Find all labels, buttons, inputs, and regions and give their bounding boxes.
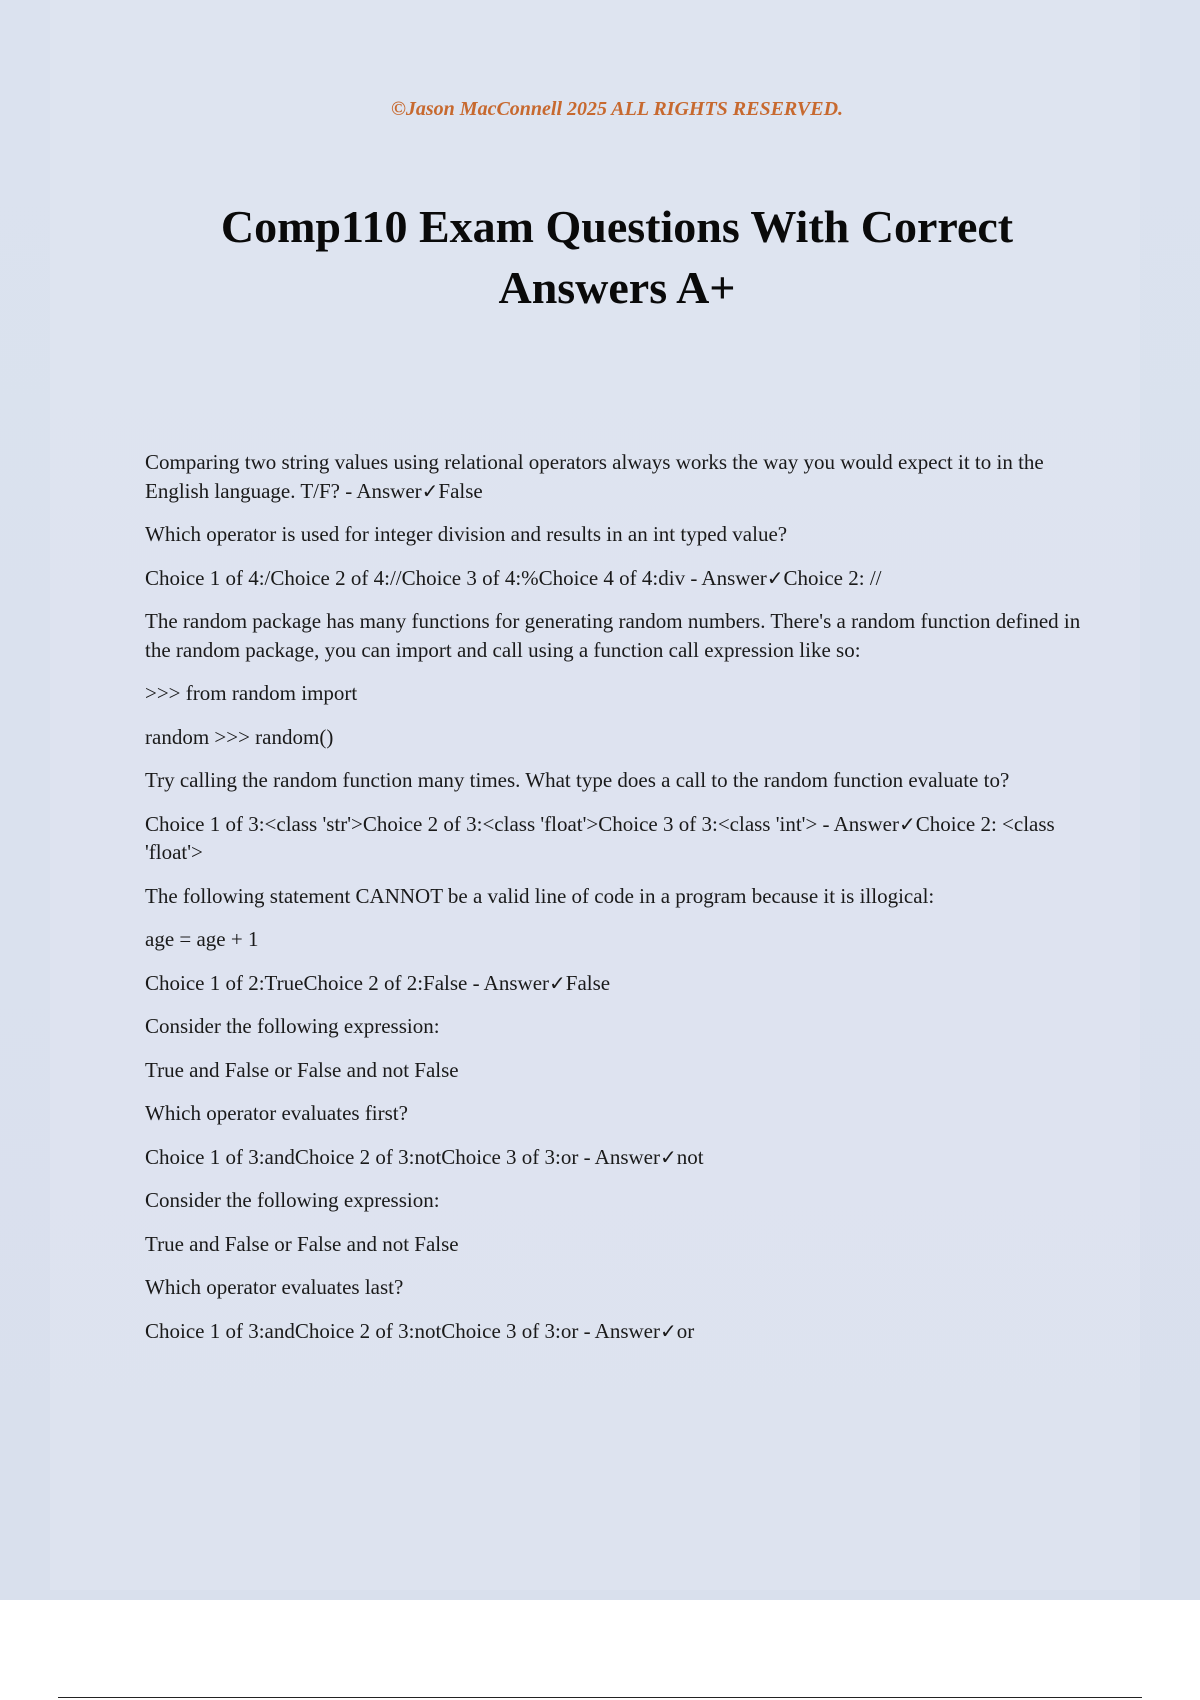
- paragraph: Which operator evaluates first?: [145, 1101, 408, 1125]
- paragraph: Choice 1 of 2:TrueChoice 2 of 2:False - Answer✓False: [145, 970, 611, 995]
- paragraph: True and False or False and not False: [145, 1231, 459, 1256]
- document-title: [100, 196, 1134, 318]
- paragraph: >>> from random import: [145, 681, 358, 705]
- paragraph: age = age + 1: [145, 927, 259, 951]
- checkmark-icon: ✓: [659, 1144, 677, 1169]
- paragraph: Choice 1 of 3:andChoice 2 of 3:notChoice 3 of 3:or - Answer✓not: [145, 1144, 704, 1169]
- checkmark-icon: ✓: [549, 970, 566, 995]
- checkmark-icon: ✓: [766, 565, 784, 590]
- copyright-notice: ©Jason MacConnell 2025 ALL RIGHTS RESERVED.: [390, 98, 844, 120]
- paragraph: Try calling the random function many times. What type does a call to the random function evaluate to?: [145, 768, 1010, 792]
- answer-text: not: [676, 1144, 704, 1169]
- paragraph: Choice 1 of 3:andChoice 2 of 3:notChoice 3 of 3:or - Answer✓or: [145, 1318, 695, 1343]
- answer-text: Choice 2: //: [783, 565, 882, 590]
- answer-text: or: [676, 1318, 695, 1343]
- paragraph: The following statement CANNOT be a valid line of code in a program because it is illogical:: [145, 883, 935, 908]
- paragraph: Which operator is used for integer division and results in an int typed value?: [145, 522, 788, 546]
- paragraph: Comparing two string values using relational operators always works the way you would expect it to in the English language. T/F? - Answer✓False: [145, 450, 1044, 503]
- title-line-1: Comp110 Exam Questions With Correct: [220, 201, 1014, 252]
- document-body: [145, 448, 1095, 1360]
- paragraph: True and False or False and not False: [145, 1057, 459, 1082]
- checkmark-icon: ✓: [421, 478, 439, 503]
- paragraph: The random package has many functions for generating random numbers. There's a random function defined in the random package, you can import and call using a function call expression like so:: [145, 609, 1081, 662]
- paragraph: Which operator evaluates last?: [145, 1275, 404, 1299]
- paragraph: Consider the following expression:: [145, 1188, 440, 1212]
- footer-divider: [58, 1697, 1142, 1698]
- answer-text: False: [565, 970, 611, 995]
- paragraph: Choice 1 of 3:<class 'str'>Choice 2 of 3:<class 'float'>Choice 3 of 3:<class 'int'> - Answer✓Choice 2: <class 'float'>: [145, 811, 1055, 864]
- paragraph: Consider the following expression:: [145, 1014, 440, 1038]
- answer-text: False: [438, 478, 483, 503]
- paragraph: random >>> random(): [145, 724, 334, 749]
- answer-text: Choice 2: <class 'float'>: [145, 811, 1055, 864]
- paragraph: Choice 1 of 4:/Choice 2 of 4://Choice 3 of 4:%Choice 4 of 4:div - Answer✓Choice 2: //: [145, 565, 882, 590]
- checkmark-icon: ✓: [898, 811, 916, 836]
- title-line-2: Answers A+: [498, 262, 736, 313]
- checkmark-icon: ✓: [659, 1318, 677, 1343]
